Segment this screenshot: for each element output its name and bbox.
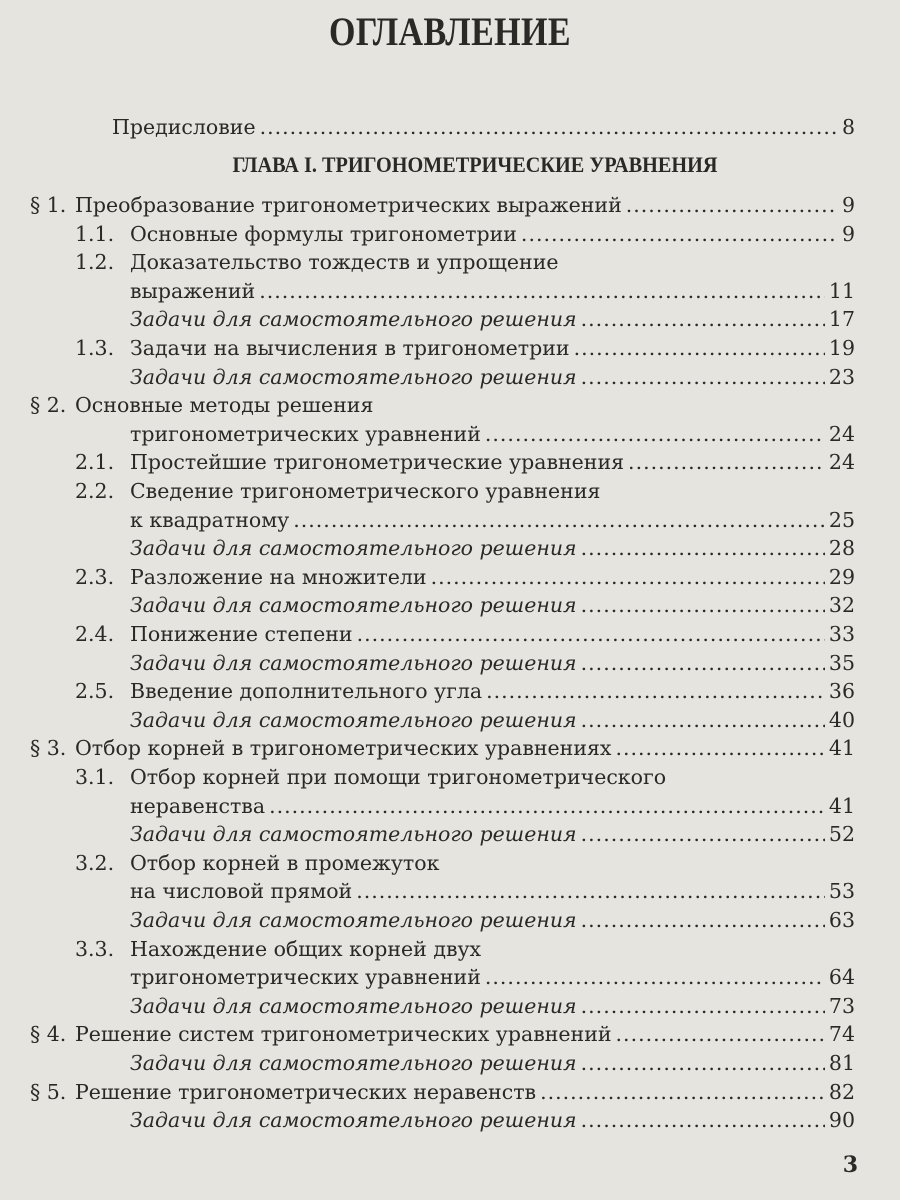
entry-number: § 5. xyxy=(30,1079,67,1104)
leader-dots xyxy=(581,992,825,1020)
toc-entry xyxy=(0,763,900,791)
toc-entry xyxy=(0,506,900,534)
entry-number: 2.3. xyxy=(75,564,115,589)
leader-dots xyxy=(581,305,825,333)
entry-page: 36 xyxy=(828,679,855,704)
entry-text: Задачи для самостоятельного решения xyxy=(130,536,577,561)
toc-entry xyxy=(0,1106,900,1134)
leader-dots xyxy=(259,277,825,305)
entry-text: Преобразование тригонометрических выражений xyxy=(75,193,622,217)
entry-number: 1.3. xyxy=(75,336,115,360)
entry-text: Задачи для самостоятельного решения xyxy=(130,307,577,332)
entry-number: 1.1. xyxy=(75,221,115,246)
entry-number: § 1. xyxy=(30,193,67,217)
entry-number: 3.1. xyxy=(75,765,115,789)
entry-page: 35 xyxy=(828,650,855,675)
entry-number: 2.2. xyxy=(75,479,115,503)
entry-page: 63 xyxy=(828,908,855,932)
entry-text: Задачи для самостоятельного решения xyxy=(130,650,577,675)
toc-entry xyxy=(0,677,900,705)
leader-dots xyxy=(581,706,825,734)
entry-page: 52 xyxy=(828,822,855,847)
leader-dots xyxy=(581,363,825,391)
entry-text: Задачи для самостоятельного решения xyxy=(130,822,577,847)
toc-entry xyxy=(0,620,900,648)
entry-text: Решение тригонометрических неравенств xyxy=(75,1079,537,1104)
leader-dots xyxy=(269,792,825,820)
entry-page: 53 xyxy=(828,879,855,904)
toc-entry xyxy=(0,534,900,562)
entry-page: 29 xyxy=(828,564,855,589)
toc-entry xyxy=(0,563,900,591)
leader-dots xyxy=(356,877,825,905)
entry-page: 8 xyxy=(841,115,855,139)
toc-entry xyxy=(0,963,900,991)
entry-text: Простейшие тригонометрические уравнения xyxy=(130,450,625,475)
entry-text: Основные методы решения xyxy=(75,393,374,418)
entry-text: Задачи для самостоятельного решения xyxy=(130,908,577,932)
entry-page: 32 xyxy=(828,593,855,618)
entry-page: 41 xyxy=(828,736,855,761)
entry-page: 90 xyxy=(828,1108,855,1133)
entry-number: 3.3. xyxy=(75,936,115,961)
toc-entry xyxy=(0,277,900,305)
toc-entry xyxy=(0,1078,900,1106)
toc-entry xyxy=(0,935,900,963)
entry-text: Отбор корней в промежуток xyxy=(130,850,440,875)
entry-page: 17 xyxy=(828,307,855,332)
entry-text: Введение дополнительного угла xyxy=(130,679,483,704)
entry-number: § 4. xyxy=(30,1022,67,1047)
entry-number: § 3. xyxy=(30,736,67,761)
entry-text: к квадратному xyxy=(130,507,290,532)
chapter-heading: ГЛАВА I. ТРИГОНОМЕТРИЧЕСКИЕ УРАВНЕНИЯ xyxy=(232,152,718,177)
toc-entry xyxy=(0,849,900,877)
toc-entry xyxy=(0,191,900,219)
entry-number: 1.2. xyxy=(75,250,115,275)
entry-text: на числовой прямой xyxy=(130,879,353,904)
entry-number: § 2. xyxy=(30,393,67,418)
leader-dots xyxy=(540,1078,825,1106)
leader-dots xyxy=(521,220,838,248)
leader-dots xyxy=(615,734,824,762)
entry-text: Решение систем тригонометрических уравнений xyxy=(75,1022,612,1047)
entry-text: Разложение на множители xyxy=(130,564,427,589)
toc-entry xyxy=(0,220,900,248)
entry-page: 28 xyxy=(828,536,855,561)
entry-number: 3.2. xyxy=(75,850,115,875)
entry-text: Отбор корней в тригонометрических уравнениях xyxy=(75,736,612,761)
toc-entry xyxy=(0,420,900,448)
entry-text: выражений xyxy=(130,278,256,303)
entry-text: неравенства xyxy=(130,793,266,818)
leader-dots xyxy=(581,1049,825,1077)
toc-entry xyxy=(0,363,900,391)
entry-page: 73 xyxy=(828,993,855,1018)
entry-page: 74 xyxy=(828,1022,855,1047)
toc-entry-preface xyxy=(0,113,900,141)
entry-page: 24 xyxy=(828,421,855,446)
entry-page: 40 xyxy=(828,707,855,732)
entry-number: 2.4. xyxy=(75,622,115,646)
entry-page: 41 xyxy=(828,793,855,818)
toc-entry xyxy=(0,992,900,1020)
toc-entry xyxy=(0,706,900,734)
toc-entry xyxy=(0,305,900,333)
leader-dots xyxy=(485,963,825,991)
toc-entry xyxy=(0,792,900,820)
entry-text: Задачи для самостоятельного решения xyxy=(130,364,577,389)
entry-page: 25 xyxy=(828,507,855,532)
toc-entry xyxy=(0,477,900,505)
entry-number: 2.1. xyxy=(75,450,115,475)
entry-number: 2.5. xyxy=(75,679,115,704)
toc-entry xyxy=(0,906,900,934)
leader-dots xyxy=(626,191,838,219)
page-number: 3 xyxy=(842,1152,858,1178)
leader-dots xyxy=(581,1106,825,1134)
entry-text: Понижение степени xyxy=(130,622,353,646)
entry-text: Задачи для самостоятельного решения xyxy=(130,707,577,732)
leader-dots xyxy=(485,420,825,448)
leader-dots xyxy=(581,591,825,619)
entry-page: 11 xyxy=(828,278,855,303)
entry-text: Доказательство тождеств и упрощение xyxy=(130,250,559,275)
leader-dots xyxy=(357,620,825,648)
toc-entry xyxy=(0,591,900,619)
leader-dots xyxy=(581,906,825,934)
entry-page: 82 xyxy=(828,1079,855,1104)
leader-dots xyxy=(616,1020,825,1048)
leader-dots xyxy=(581,649,825,677)
entry-page: 23 xyxy=(828,364,855,389)
leader-dots xyxy=(486,677,825,705)
page-title: ОГЛАВЛЕНИЕ xyxy=(328,9,572,54)
entry-text: Задачи для самостоятельного решения xyxy=(130,593,577,618)
entry-text: Отбор корней при помощи тригонометрического xyxy=(130,765,667,789)
leader-dots xyxy=(581,534,825,562)
toc-entry xyxy=(0,1020,900,1048)
entry-text: тригонометрических уравнений xyxy=(130,965,481,990)
entry-text: Задачи для самостоятельного решения xyxy=(130,1051,577,1075)
entry-page: 19 xyxy=(828,336,855,360)
toc-entry xyxy=(0,734,900,762)
entry-page: 9 xyxy=(841,221,855,246)
entry-page: 81 xyxy=(828,1051,855,1075)
toc-entry xyxy=(0,1049,900,1077)
toc-entry xyxy=(0,391,900,419)
leader-dots xyxy=(628,448,825,476)
toc-entry xyxy=(0,334,900,362)
entry-text: Нахождение общих корней двух xyxy=(130,936,482,961)
leader-dots xyxy=(260,113,838,141)
entry-text: Задачи для самостоятельного решения xyxy=(130,993,577,1018)
leader-dots xyxy=(293,506,825,534)
entry-text: Задачи для самостоятельного решения xyxy=(130,1108,577,1133)
toc-entry xyxy=(0,448,900,476)
entry-text: Сведение тригонометрического уравнения xyxy=(130,479,601,503)
entry-page: 64 xyxy=(828,965,855,990)
entry-text: тригонометрических уравнений xyxy=(130,421,481,446)
leader-dots xyxy=(581,820,825,848)
entry-text: Задачи на вычисления в тригонометрии xyxy=(130,336,570,360)
leader-dots xyxy=(574,334,825,362)
entry-page: 24 xyxy=(828,450,855,475)
toc-entry xyxy=(0,248,900,276)
toc-entry xyxy=(0,820,900,848)
toc-entry xyxy=(0,877,900,905)
entry-text: Основные формулы тригонометрии xyxy=(130,221,517,246)
entry-page: 33 xyxy=(828,622,855,646)
entry-text: Предисловие xyxy=(112,115,256,139)
leader-dots xyxy=(431,563,825,591)
entry-page: 9 xyxy=(841,193,855,217)
toc-entry xyxy=(0,649,900,677)
